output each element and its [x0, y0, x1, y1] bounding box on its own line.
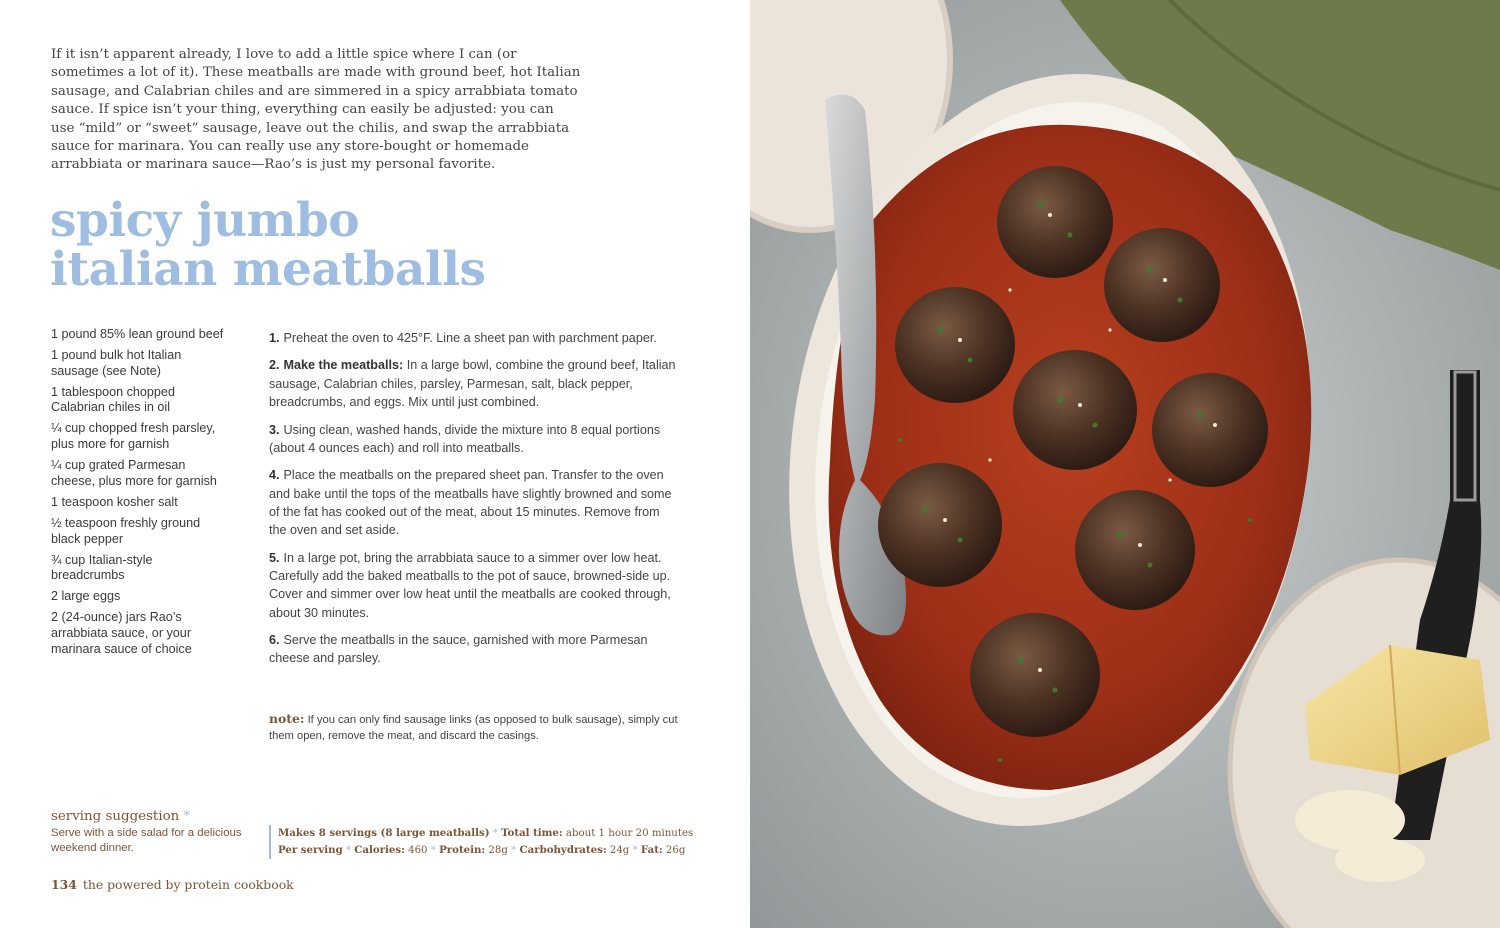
servings-label: Makes 8 servings (8 large meatballs) [278, 827, 490, 839]
page-footer [51, 877, 294, 892]
calories-label: Calories: [354, 844, 405, 856]
step-text: In a large bowl, combine the ground beef, Italian sausage, Calabrian chiles, parsley, Parmesan, salt, black pepper, breadcrumbs, and eggs. Mix until just combined. [269, 358, 676, 410]
meatball [997, 166, 1113, 278]
fat-value: 26g [662, 845, 686, 856]
separator-star: * [507, 845, 520, 856]
step-text: In a large pot, bring the arrabbiata sauce to a simmer over low heat. Carefully add the baked meatballs to the pot of sauce, browned-side up. Cover and simmer over low heat until the meatballs are cooked through, about 30 minutes. [269, 550, 671, 620]
step-number: 2. [269, 358, 280, 373]
ingredient-item: ¾ cup Italian-style breadcrumbs [51, 552, 153, 583]
meatball [878, 463, 1002, 587]
intro-paragraph: If it isn’t apparent already, I love to add a little spice where I can (or sometimes a lot of it). These meatballs are made with ground beef, hot Italian sausage, and Calabrian chiles and are simmered in a spicy arrabbiata tomato sauce. If spice isn’t your thing, everything can easily be adjusted: you can use “mild” or “sweet” sausage, leave out the chilis, and swap the arrabbiata sauce for marinara. You can really use any store-bought or homemade arrabbiata or marinara sauce—Rao’s is just my personal favorite. [51, 47, 581, 173]
note-label: note: [269, 711, 305, 726]
ingredient-item: 2 large eggs [51, 589, 121, 604]
instruction-step [269, 356, 679, 411]
step-number: 3. [269, 422, 280, 437]
total-time-label: Total time: [501, 827, 563, 839]
total-time-value: about 1 hour 20 minutes [562, 828, 694, 839]
serving-suggestion [51, 808, 251, 856]
ingredient-item: ¼ cup grated Parmesan cheese, plus more for garnish [51, 458, 217, 488]
carbs-label: Carbohydrates: [519, 844, 607, 856]
meatball [1013, 350, 1137, 470]
recipe-title-line-2: italian meatballs [50, 242, 486, 297]
per-serving-label: Per serving [278, 844, 343, 856]
instruction-step [269, 329, 679, 347]
step-number: 6. [269, 633, 280, 648]
asterisk-icon: * [183, 809, 191, 824]
instruction-step [269, 421, 679, 458]
step-text: Place the meatballs on the prepared sheet pan. Transfer to the oven and bake until the tops of the meatballs have slightly browned and some of the fat has cooked out of the meat, about 15 minutes. Remove from the oven and set aside. [269, 468, 672, 538]
meatball [1075, 490, 1195, 610]
separator-star: * [489, 828, 502, 839]
step-text: Using clean, washed hands, divide the mixture into 8 equal portions (about 4 ounces each) and roll into meatballs. [269, 422, 661, 455]
meatball [1104, 228, 1220, 342]
serving-suggestion-text: Serve with a side salad for a delicious weekend dinner. [51, 827, 242, 854]
ingredient-item: 1 teaspoon kosher salt [51, 494, 178, 509]
ingredient-item: 1 pound 85% lean ground beef [51, 327, 224, 341]
meatball [1152, 373, 1268, 487]
instruction-step [269, 466, 679, 539]
fat-label: Fat: [640, 844, 663, 856]
instruction-steps [269, 329, 679, 677]
food-photo-illustration [750, 0, 1500, 928]
book-title: the powered by protein cookbook [82, 877, 294, 892]
separator-star: * [427, 845, 440, 856]
step-lead: Make the meatballs: [283, 358, 404, 373]
step-number: 4. [269, 468, 280, 483]
step-number: 1. [269, 331, 280, 345]
recipe-title [50, 193, 570, 297]
separator-star: * [342, 845, 355, 856]
nutrition-info [269, 825, 694, 859]
nutrition-line-2 [278, 842, 689, 859]
ingredient-list [51, 327, 226, 663]
step-text: Preheat the oven to 425°F. Line a sheet pan with parchment paper. [283, 331, 657, 345]
instruction-step [269, 631, 679, 668]
ingredient-item: 2 (24-ounce) jars Rao’s arrabbiata sauce, or your marinara sauce of choice [51, 610, 192, 656]
ingredient-item: ¼ cup chopped fresh parsley, plus more for garnish [51, 421, 216, 452]
protein-label: Protein: [439, 844, 486, 856]
step-text: Serve the meatballs in the sauce, garnished with more Parmesan cheese and parsley. [269, 633, 648, 666]
instruction-step [269, 549, 679, 622]
ingredient-item: 1 tablespoon chopped Calabrian chiles in oil [51, 384, 175, 415]
calories-value: 460 [404, 845, 428, 856]
ingredient-item: ½ teaspoon freshly ground black pepper [51, 515, 201, 546]
serving-suggestion-title [51, 808, 251, 826]
nutrition-line-1 [278, 825, 694, 842]
ingredient-item: 1 pound bulk hot Italian sausage (see Note) [51, 348, 182, 378]
meatball [895, 287, 1015, 403]
serving-suggestion-heading: serving suggestion [51, 809, 180, 824]
recipe-title-line-1: spicy jumbo [50, 193, 360, 248]
protein-value: 28g [485, 845, 508, 856]
page-number: 134 [51, 877, 77, 892]
separator-star: * [629, 845, 641, 856]
meatball [970, 613, 1100, 737]
step-number: 5. [269, 550, 280, 565]
meatballs-photo [750, 0, 1500, 928]
note-text: If you can only find sausage links (as opposed to bulk sausage), simply cut them open, remove the meat, and discard the casings. [269, 714, 678, 742]
carbs-value: 24g [606, 845, 630, 856]
recipe-note [269, 711, 689, 744]
